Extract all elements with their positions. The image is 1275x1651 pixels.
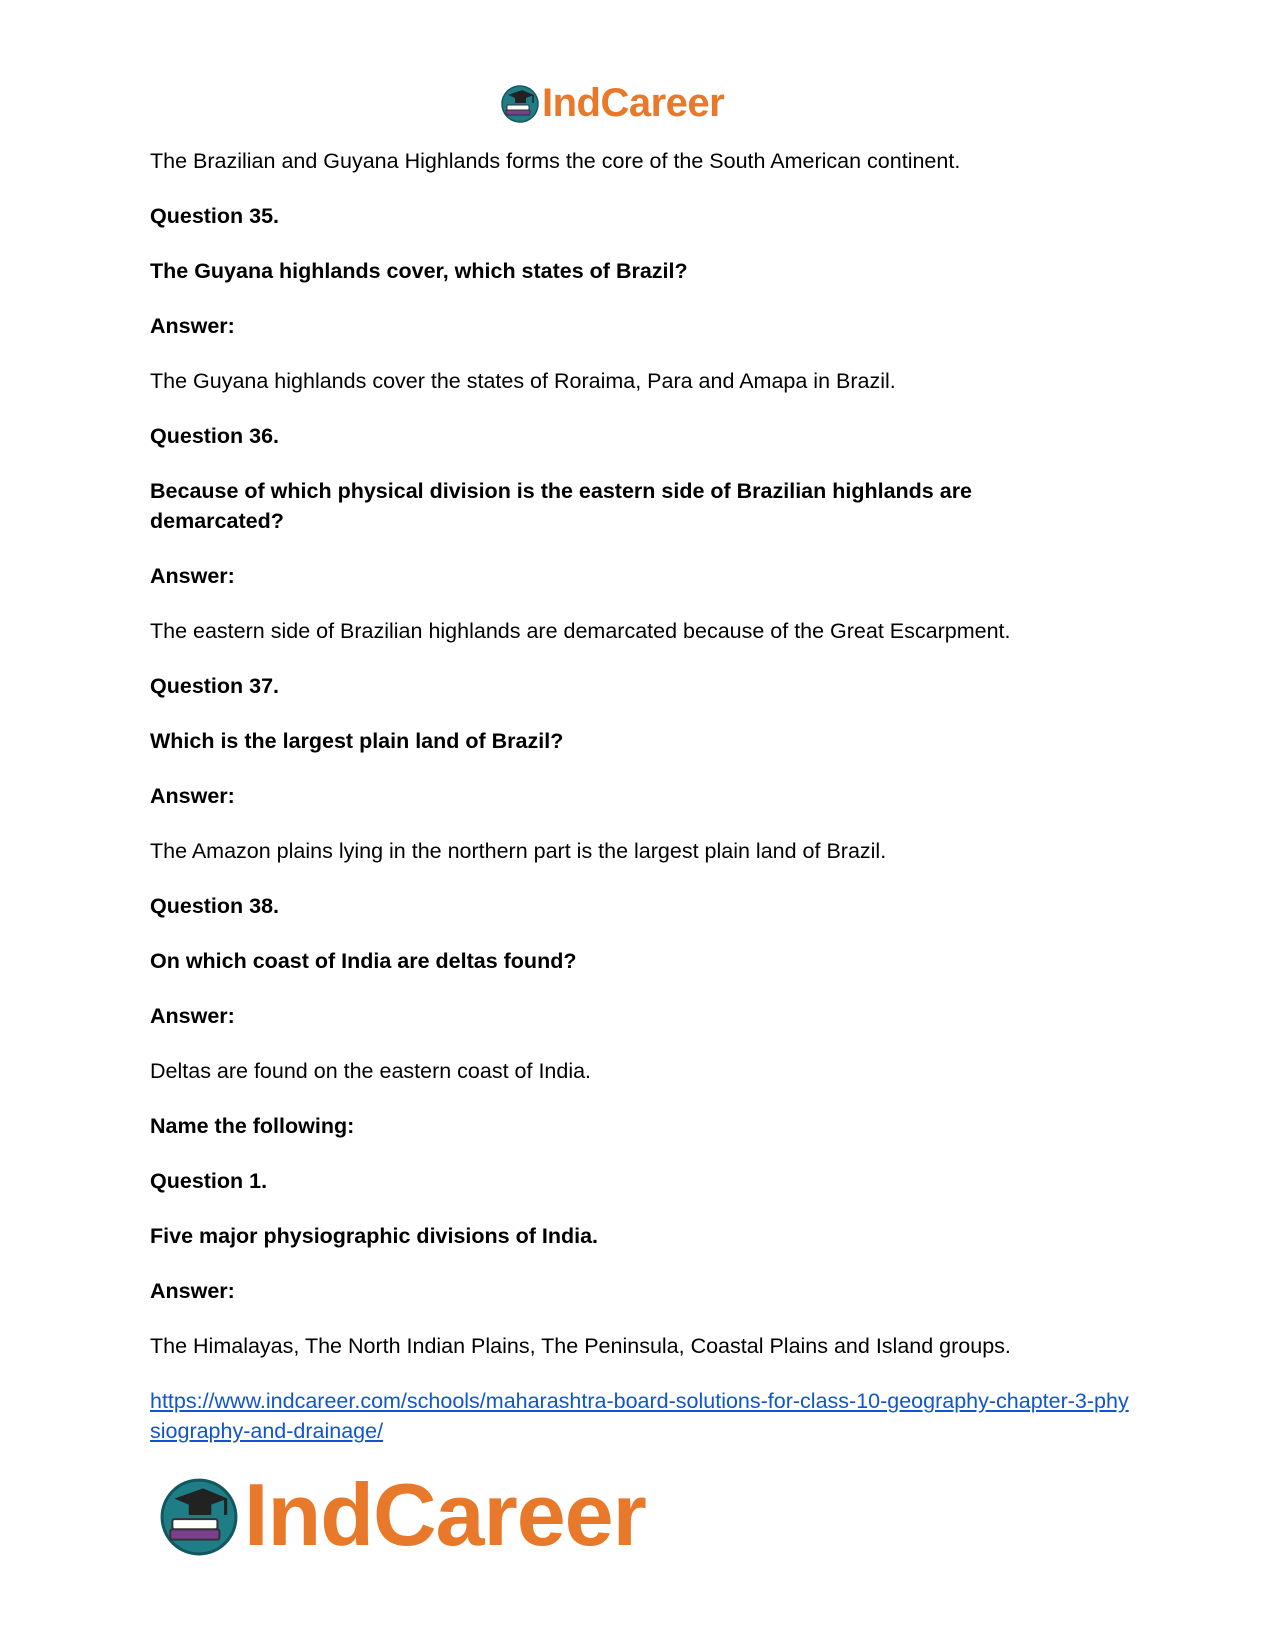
question-1-text: Five major physiographic divisions of India. [150,1224,599,1248]
answer-1-label: Answer: [150,1279,235,1303]
answer-35-label: Answer: [150,314,235,338]
question-36-text: Because of which physical division is the eastern side of Brazilian highlands are demarcated? [150,479,973,533]
answer-36-text: The eastern side of Brazilian highlands are demarcated because of the Great Escarpment. [150,619,1011,643]
answer-35-text: The Guyana highlands cover the states of Roraima, Para and Amapa in Brazil. [150,369,896,393]
section-heading: Name the following: [150,1114,355,1138]
question-36-label: Question 36. [150,424,280,448]
header-logo [500,80,724,126]
question-38-label: Question 38. [150,894,280,918]
intro-text: The Brazilian and Guyana Highlands forms the core of the South American continent. [150,149,961,173]
brand-wordmark: IndCareer [542,81,725,125]
answer-36-label: Answer: [150,564,235,588]
answer-38-label: Answer: [150,1004,235,1028]
answer-38-text: Deltas are found on the eastern coast of India. [150,1059,592,1083]
question-35-label: Question 35. [150,204,280,228]
question-35-text: The Guyana highlands cover, which states of Brazil? [150,259,688,283]
book-graduation-cap-globe-icon [500,83,540,123]
document-body [150,146,1130,1446]
answer-1-text: The Himalayas, The North Indian Plains, The Peninsula, Coastal Plains and Island groups. [150,1334,1011,1358]
question-37-text: Which is the largest plain land of Brazil? [150,729,564,753]
question-1-label: Question 1. [150,1169,268,1193]
answer-37-label: Answer: [150,784,235,808]
footer-logo [158,1465,646,1564]
question-37-label: Question 37. [150,674,280,698]
answer-37-text: The Amazon plains lying in the northern part is the largest plain land of Brazil. [150,839,887,863]
book-graduation-cap-globe-icon [158,1474,240,1556]
source-link[interactable]: https://www.indcareer.com/schools/maharashtra-board-solutions-for-class-10-geography-chapter-3-physiography-and-drainage/ [150,1389,1129,1443]
brand-wordmark: IndCareer [244,1465,646,1564]
question-38-text: On which coast of India are deltas found? [150,949,577,973]
